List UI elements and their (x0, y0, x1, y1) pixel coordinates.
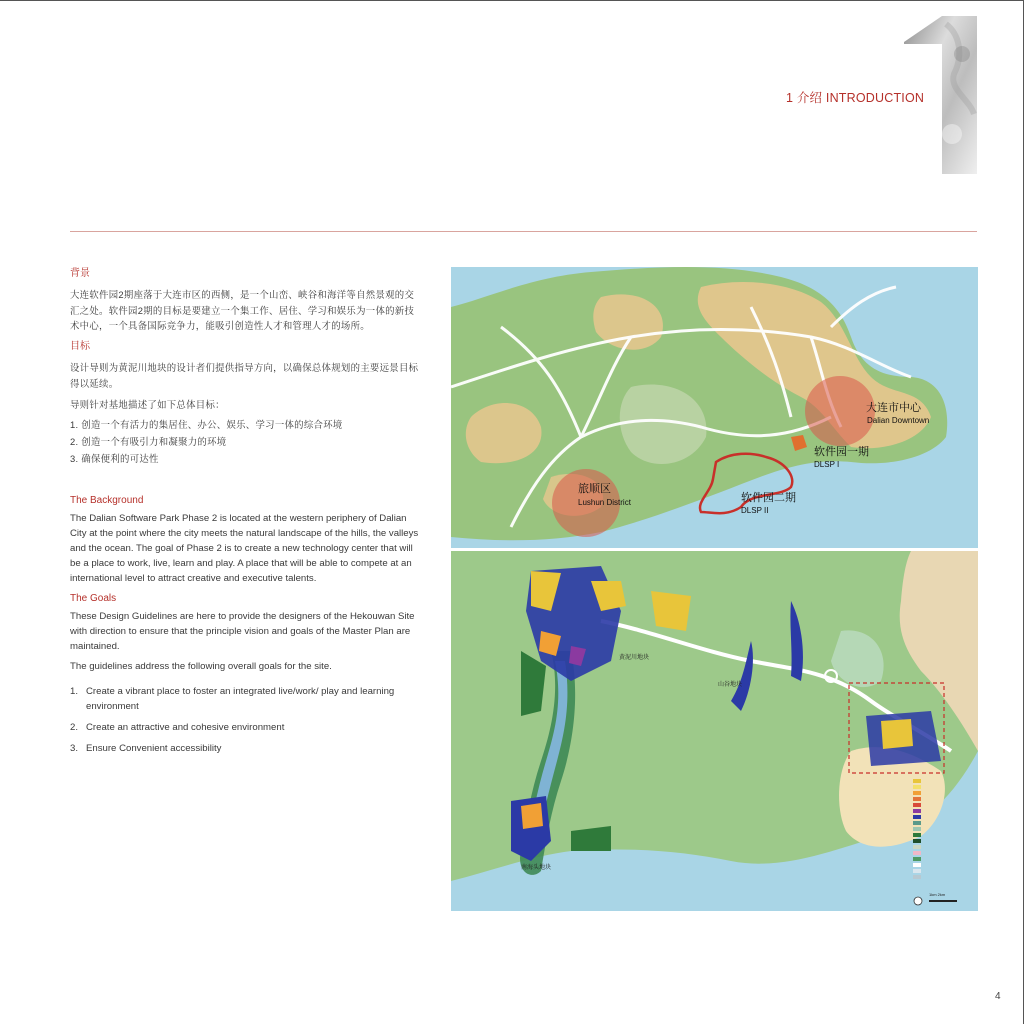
north-arrow-icon (914, 897, 922, 905)
en-goals-list (70, 684, 420, 756)
legend-swatch (913, 851, 921, 855)
cn-goals-text-2: 导则针对基地描述了如下总体目标： (70, 398, 225, 410)
legend-swatch (913, 839, 921, 843)
label-shangu: 山谷地块 (718, 682, 743, 688)
label-dalian-downtown-cn: 大连市中心 (866, 402, 921, 414)
section-title: 1 介绍 INTRODUCTION (786, 91, 925, 105)
en-background-heading: The Background (70, 494, 144, 506)
page-number: 4 (995, 991, 1001, 1002)
commercial-block (651, 591, 691, 631)
legend-swatch (913, 875, 921, 879)
en-goal-number: 3. (70, 742, 79, 754)
english-section (70, 493, 420, 756)
en-goal-text: Ensure Convenient accessibility (86, 742, 222, 754)
en-goal-item (70, 684, 420, 714)
cn-goal-item: 3. 确保便利的可达性 (70, 452, 159, 464)
legend-swatch (913, 815, 921, 819)
en-background-text: The Dalian Software Park Phase 2 is located at the western periphery of Dalian City at the point where the city meets the natural landscape of the hills, the valleys and the ocean. The goal of Phase 2 is to create a new technology center that will be a place to work, live, learn and play. A place that will be able to compete at an international level to attract creative and executive talents. (70, 512, 419, 584)
legend-swatch (913, 803, 921, 807)
legend-swatch (913, 791, 921, 795)
legend-swatch (913, 869, 921, 873)
dalian-downtown-marker (805, 376, 875, 446)
legend-swatch (913, 821, 921, 825)
regional-map (451, 267, 978, 548)
en-goal-number: 2. (70, 721, 79, 733)
cn-goal-item: 1. 创造一个有活力的集居住、办公、娱乐、学习一体的综合环境 (70, 419, 343, 431)
legend-swatch (913, 827, 921, 831)
label-dlsp1-en: DLSP I (814, 460, 840, 469)
mixed-use-block (521, 803, 543, 829)
label-lushun-cn: 旅顺区 (578, 483, 611, 495)
scale-label: 1km 2km (929, 892, 946, 897)
cn-goals-text-1: 设计导则为黄泥川地块的设计者们提供指导方向，以确保总体规划的主要远景目标得以延续。 (70, 361, 419, 389)
en-goal-item (70, 741, 420, 756)
cn-goal-item: 2. 创造一个有吸引力和凝聚力的环境 (70, 436, 227, 448)
map-legend (913, 779, 921, 879)
site-plan-map (451, 551, 978, 911)
legend-swatch (913, 785, 921, 789)
legend-swatch (913, 797, 921, 801)
en-goals-text-1: These Design Guidelines are here to provide the designers of the Hekouwan Site with direction to ensure that the principle vision and goals of the Master Plan are maintained. (70, 610, 415, 652)
scale-bar (929, 900, 957, 902)
label-dlsp2-cn: 软件园二期 (741, 492, 796, 504)
chapter-number-text: 1 (914, 107, 919, 116)
legend-swatch (913, 779, 921, 783)
en-goal-text: Create a vibrant place to foster an integrated live/work/ play and learning environment (86, 685, 395, 712)
east-commercial-block (881, 719, 913, 749)
cn-background-heading: 背景 (70, 268, 90, 279)
en-goal-text: Create an attractive and cohesive environment (86, 721, 285, 733)
cn-background-text: 大连软件园2期座落于大连市区的西侧，是一个山峦、峡谷和海洋等自然景观的交汇之处。软件园2期的目标是要建立一个集工作、居住、学习和娱乐为一体的新技术中心，一个具备国际竞争力，能吸引创造性人才和管理人才的场所。 (70, 288, 415, 332)
page-frame-top (0, 0, 1024, 1)
text-column (70, 266, 420, 762)
legend-swatch (913, 863, 921, 867)
label-dlsp2-en: DLSP II (741, 506, 769, 515)
section-divider (70, 231, 977, 232)
legend-swatch (913, 809, 921, 813)
en-goals-text-2: The guidelines address the following overall goals for the site. (70, 660, 332, 672)
label-lushun-en: Lushun District (578, 498, 631, 507)
legend-swatch (913, 845, 921, 849)
en-goal-number: 1. (70, 685, 79, 697)
label-south: 南海头地块 (521, 865, 552, 871)
label-huangnichuan: 黄泥川地块 (619, 655, 650, 661)
en-goal-item (70, 720, 420, 735)
en-goals-heading: The Goals (70, 592, 117, 604)
label-dlsp1-cn: 软件园一期 (814, 446, 869, 458)
legend-swatch (913, 857, 921, 861)
legend-swatch (913, 833, 921, 837)
cn-goals-list (70, 417, 420, 466)
label-dalian-downtown-en: Dalian Downtown (867, 416, 930, 425)
cn-goals-heading: 目标 (70, 341, 90, 353)
